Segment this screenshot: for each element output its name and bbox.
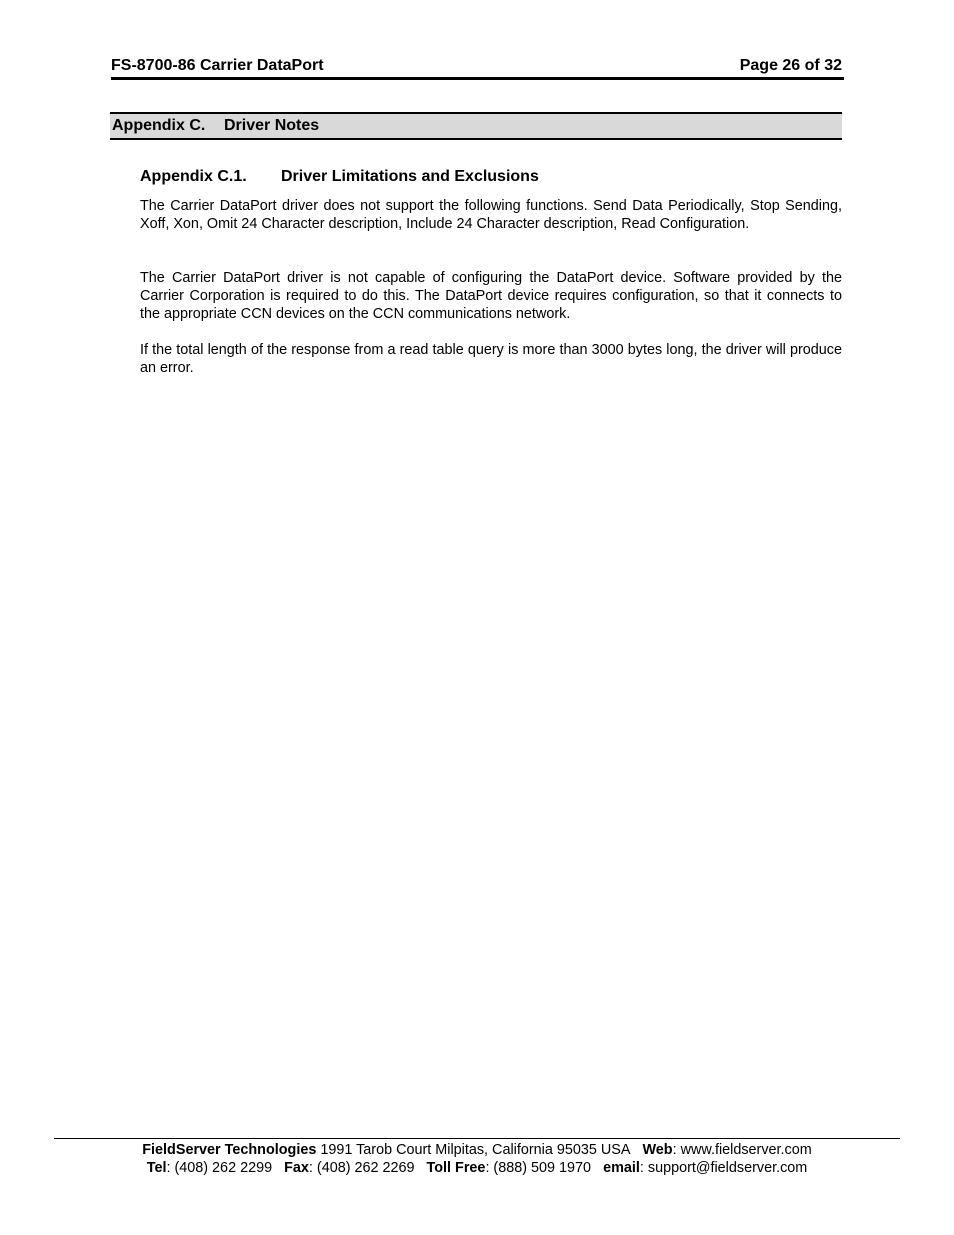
page-header: [111, 57, 842, 77]
header-rule: [111, 77, 844, 80]
footer-line-1: [54, 1141, 900, 1159]
footer-company: FieldServer Technologies: [142, 1142, 317, 1158]
footer-tollfree: : (888) 509 1970: [485, 1160, 592, 1176]
paragraph: If the total length of the response from a read table query is more than 3000 bytes long, the driver will produce an error.: [140, 342, 842, 376]
paragraph: The Carrier DataPort driver is not capable of configuring the DataPort device. Software provided by the Carrier Corporation is required to do this. The DataPort device requires configuration, so that it connects to the appropriate CCN devices on the CCN communications network.: [140, 270, 842, 322]
footer-fax: : (408) 262 2269: [308, 1160, 415, 1176]
section-title: Driver Notes: [224, 117, 320, 134]
footer-address: 1991 Tarob Court Milpitas, California 95035 USA: [316, 1142, 631, 1158]
footer-web-label: Web: [642, 1142, 673, 1158]
footer-tel: : (408) 262 2299: [166, 1160, 273, 1176]
footer-tollfree-label: Toll Free: [426, 1160, 486, 1176]
footer-web-link[interactable]: : www.fieldserver.com: [672, 1142, 812, 1158]
subsection-title: Driver Limitations and Exclusions: [281, 168, 539, 185]
footer-email-link[interactable]: : support@fieldserver.com: [639, 1160, 808, 1176]
footer-email-label: email: [603, 1160, 640, 1176]
footer-fax-label: Fax: [284, 1160, 309, 1176]
section-number: Appendix C.: [112, 117, 206, 134]
page-number: Page 26 of 32: [739, 57, 842, 74]
subsection-number: Appendix C.1.: [140, 168, 247, 185]
document-title: FS-8700-86 Carrier DataPort: [111, 57, 324, 74]
section-heading: [110, 112, 842, 140]
page-footer: [54, 1141, 900, 1177]
footer-rule: [54, 1138, 900, 1139]
paragraph: The Carrier DataPort driver does not support the following functions. Send Data Periodically, Stop Sending, Xoff, Xon, Omit 24 Character description, Include 24 Character description, Read Configuration.: [140, 198, 842, 232]
footer-tel-label: Tel: [146, 1160, 167, 1176]
footer-line-2: [54, 1159, 900, 1177]
